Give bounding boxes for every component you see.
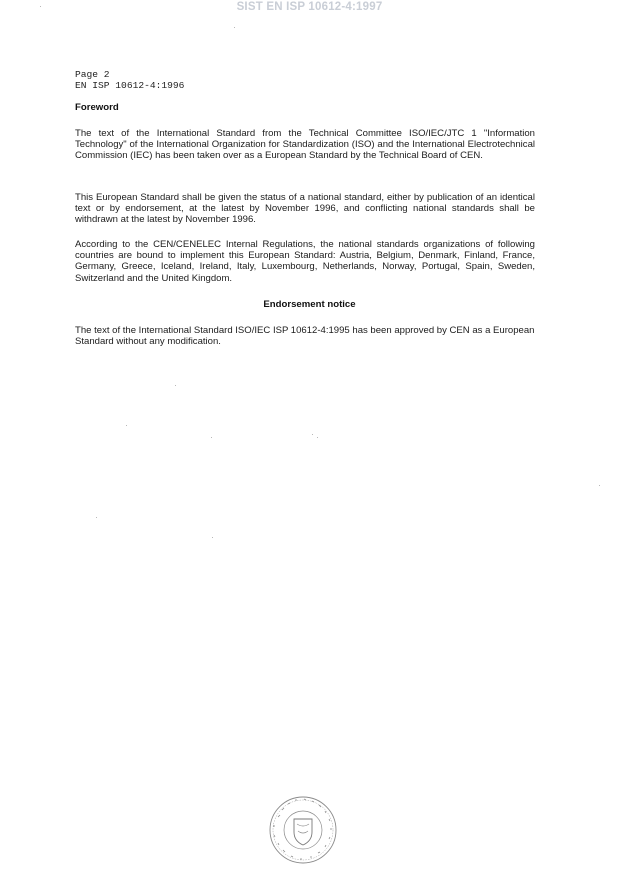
page-header — [75, 69, 184, 91]
scan-speck — [317, 437, 318, 438]
scan-speck — [126, 425, 127, 426]
foreword-paragraph-2: This European Standard shall be given the status of a national standard, either by publication of an identical text or by endorsement, at the latest by November 1996, and conflicting national standards shall be withdrawn at the latest by November 1996. — [75, 192, 535, 226]
watermark: SIST EN ISP 10612-4:1997 — [236, 1, 383, 13]
scan-speck — [96, 517, 97, 518]
scan-speck — [599, 485, 600, 486]
foreword-heading: Foreword — [75, 102, 119, 113]
scan-speck — [212, 537, 213, 538]
scan-speck — [211, 437, 212, 438]
page-label: Page 2 — [75, 69, 110, 80]
scan-speck — [40, 6, 41, 7]
scan-speck — [234, 27, 235, 28]
foreword-paragraph-3: According to the CEN/CENELEC Internal Regulations, the national standards organizations of following countries are bound to implement this European Standard: Austria, Belgium, Denmark, Finland, France, Germany, Greece, Iceland, Ireland, Italy, Luxembourg, Netherlands, Norway, Portugal, Spain, Sweden, Switzerland and the United Kingdom. — [75, 239, 535, 284]
endorsement-heading: Endorsement notice — [263, 299, 356, 310]
foreword-paragraph-1: The text of the International Standard from the Technical Committee ISO/IEC/JTC 1 "Information Technology" of the International Organization for Standardization (ISO) and the International Electrotechnical Commission (IEC) has been taken over as a European Standard by the Technical Board of CEN. — [75, 128, 535, 162]
official-seal-icon — [268, 795, 338, 865]
scan-speck — [175, 385, 176, 386]
scan-speck — [312, 434, 313, 435]
document-id: EN ISP 10612-4:1996 — [75, 80, 185, 91]
endorsement-paragraph: The text of the International Standard ISO/IEC ISP 10612-4:1995 has been approved by CEN as a European Standard without any modification. — [75, 325, 535, 348]
